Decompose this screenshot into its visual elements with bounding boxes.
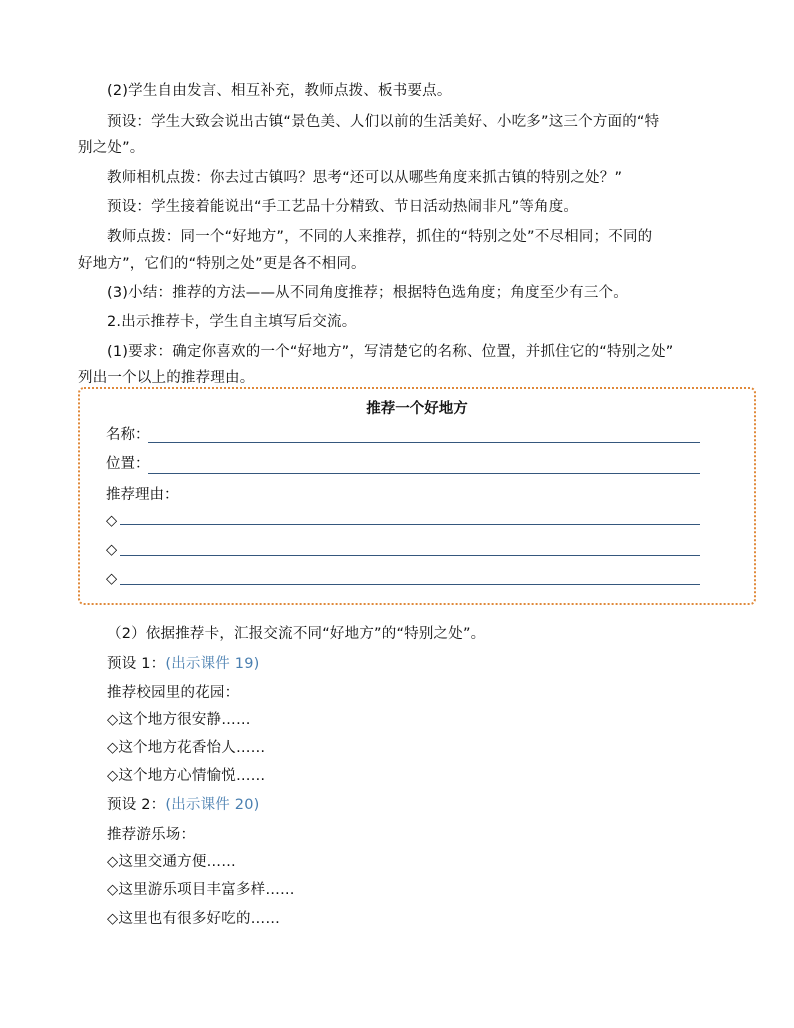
preset-2-title: 推荐游乐场：: [107, 827, 196, 843]
paragraph-preset-b: 预设：学生接着能说出“手工艺品十分精致、节日活动热闹非凡”等角度。: [107, 199, 579, 215]
paragraph-discussion: (2)学生自由发言、相互补充，教师点拨、板书要点。: [107, 83, 452, 99]
preset-1-title: 推荐校园里的花园：: [107, 685, 240, 701]
paragraph-requirement: (1)要求：确定你喜欢的一个“好地方”，写清楚它的名称、位置，并抓住它的“特别之处”: [107, 344, 674, 360]
card-name-label: 名称：: [106, 427, 150, 443]
paragraph-requirement-cont: 列出一个以上的推荐理由。: [78, 370, 255, 386]
paragraph-teacher-hint: 教师相机点拨：你去过古镇吗？思考“还可以从哪些角度来抓古镇的特别之处？”: [107, 170, 623, 186]
preset-1-item-2: ◇这个地方花香怡人……: [107, 740, 266, 756]
preset-1-courseware-link[interactable]: (出示课件 19): [165, 656, 260, 672]
reason-input-line-1[interactable]: [120, 524, 700, 525]
preset-1-label: 预设 1：: [107, 656, 166, 672]
paragraph-show-card: 2.出示推荐卡，学生自主填写后交流。: [107, 314, 357, 330]
reason-input-line-3[interactable]: [120, 584, 700, 585]
preset-2-heading: [107, 795, 260, 815]
preset-2-courseware-link[interactable]: (出示课件 20): [165, 797, 260, 813]
reason-bullet-1: ◇: [106, 513, 118, 529]
paragraph-teacher-guide-cont: 好地方”，它们的“特别之处”更是各不相同。: [78, 256, 366, 272]
location-input-line[interactable]: [148, 473, 700, 474]
reason-bullet-2: ◇: [106, 542, 118, 558]
preset-2-item-1: ◇这里交通方便……: [107, 854, 236, 870]
preset-2-item-2: ◇这里游乐项目丰富多样……: [107, 882, 295, 898]
paragraph-preset-a-cont: 别之处”。: [78, 140, 145, 156]
preset-2-label: 预设 2：: [107, 797, 166, 813]
name-input-line[interactable]: [148, 442, 700, 443]
reason-input-line-2[interactable]: [120, 555, 700, 556]
paragraph-preset-a: 预设：学生大致会说出古镇“景色美、人们以前的生活美好、小吃多”这三个方面的“特: [107, 114, 660, 130]
paragraph-teacher-guide: 教师点拨：同一个“好地方”，不同的人来推荐，抓住的“特别之处”不尽相同；不同的: [107, 229, 653, 245]
preset-1-item-3: ◇这个地方心情愉悦……: [107, 768, 266, 784]
preset-1-heading: [107, 654, 260, 674]
recommendation-card: [78, 387, 756, 605]
card-location-label: 位置：: [106, 456, 150, 472]
card-reason-label: 推荐理由：: [106, 487, 179, 503]
preset-1-item-1: ◇这个地方很安静……: [107, 712, 251, 728]
reason-bullet-3: ◇: [106, 571, 118, 587]
preset-2-item-3: ◇这里也有很多好吃的……: [107, 911, 281, 927]
card-title: 推荐一个好地方: [366, 401, 468, 417]
paragraph-report: （2）依据推荐卡，汇报交流不同“好地方”的“特别之处”。: [107, 626, 486, 642]
paragraph-summary: (3)小结：推荐的方法——从不同角度推荐；根据特色选角度；角度至少有三个。: [107, 285, 628, 301]
